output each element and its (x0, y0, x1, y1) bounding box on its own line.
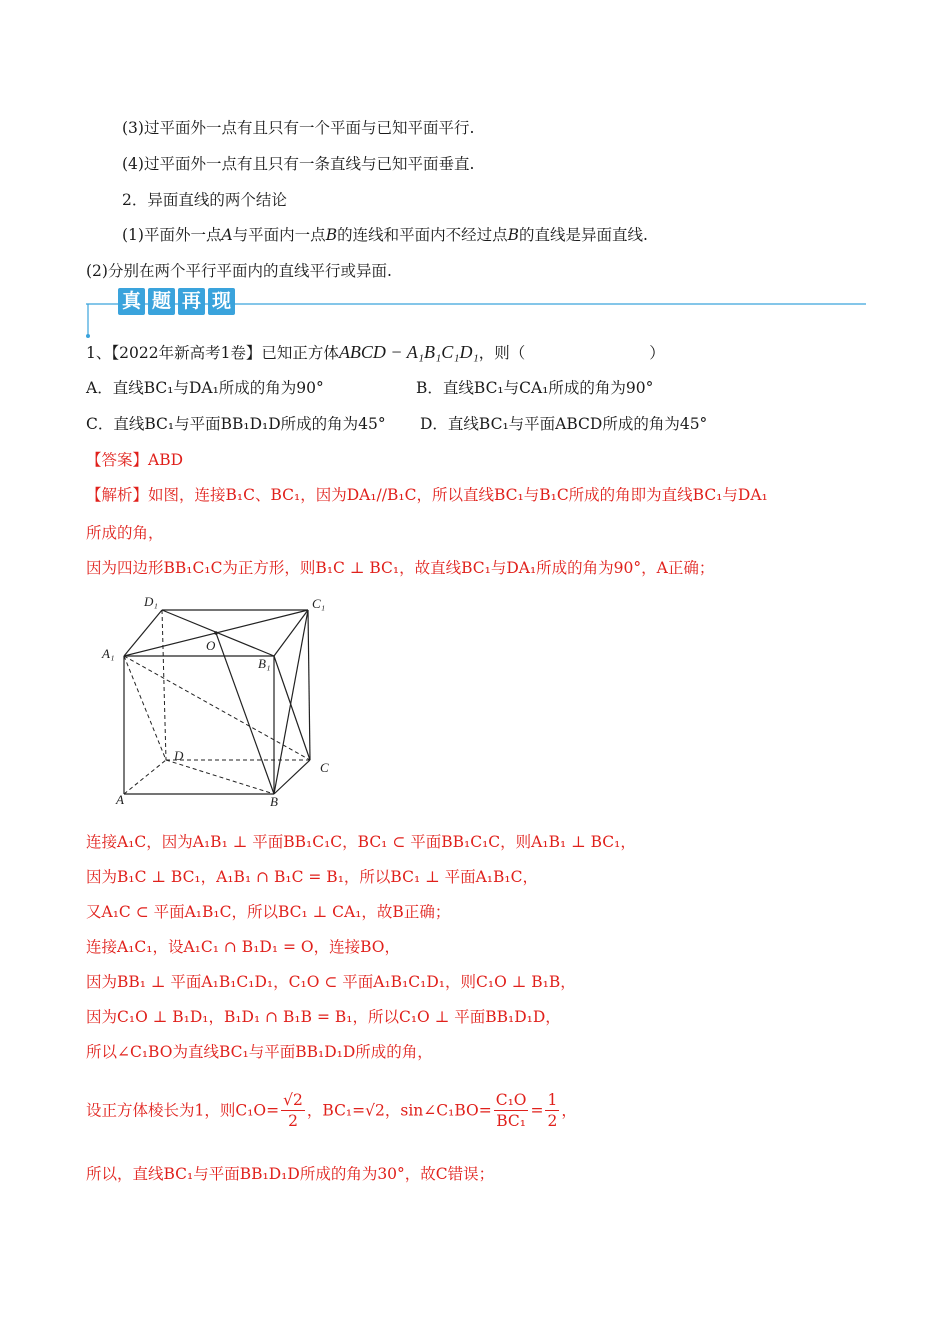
option-a: A．直线BC₁与DA₁所成的角为90° (86, 379, 324, 397)
banner-char: 现 (208, 288, 235, 315)
hidden-edge (124, 760, 166, 794)
analysis-line: 连接A₁C，因为A₁B₁ ⊥ 平面BB₁C₁C，BC₁ ⊂ 平面BB₁C₁C，则A₁B₁ ⊥ BC₁， (86, 833, 636, 851)
fraction: $\frac{\text{C₁O}}{\text{BC₁}}$ (495, 1091, 527, 1130)
analysis-line: 因为C₁O ⊥ B₁D₁，B₁D₁ ∩ B₁B = B₁，所以C₁O ⊥ 平面BB₁D₁D， (86, 1008, 561, 1026)
banner-char: 题 (148, 288, 175, 315)
edge (124, 610, 162, 656)
intro-item-4: (4)过平面外一点有且只有一条直线与已知平面垂直. (122, 155, 475, 173)
intro-conclusion-2: (2)分别在两个平行平面内的直线平行或异面. (86, 262, 392, 280)
label-d: D (174, 748, 184, 763)
analysis-line: 连接A₁C₁，设A₁C₁ ∩ B₁D₁ = O，连接BO， (86, 938, 400, 956)
hidden-a1c (124, 656, 310, 760)
fraction: $\frac{√2}{2}$ (283, 1091, 303, 1130)
label-c1: C₁ (312, 596, 326, 611)
analysis-line: 因为四边形BB₁C₁C为正方形，则B₁C ⊥ BC₁，故直线BC₁与DA₁所成的角为90°，A正确； (86, 559, 715, 577)
intro-conclusion-1: (1)平面外一点A与平面内一点B的连线和平面内不经过点B的直线是异面直线. (122, 226, 648, 244)
analysis-line: 又A₁C ⊂ 平面A₁B₁C，所以BC₁ ⊥ CA₁，故B正确； (86, 903, 451, 921)
point-o (214, 631, 218, 635)
hidden-a1d (124, 656, 166, 760)
option-b: B．直线BC₁与CA₁所成的角为90° (416, 379, 654, 397)
analysis-line: 因为B₁C ⊥ BC₁，A₁B₁ ∩ B₁C = B₁，所以BC₁ ⊥ 平面A₁B₁C， (86, 868, 538, 886)
analysis-line: 所以∠C₁BO为直线BC₁与平面BB₁D₁D所成的角， (86, 1043, 433, 1061)
analysis-line: 【解析】如图，连接B₁C、BC₁，因为DA₁//B₁C，所以直线BC₁与B₁C所成的角即为直线BC₁与DA₁ (86, 486, 768, 504)
edge (308, 610, 310, 760)
label-b: B (270, 794, 278, 809)
section-banner (86, 288, 866, 338)
analysis-line: 因为BB₁ ⊥ 平面A₁B₁C₁D₁，C₁O ⊂ 平面A₁B₁C₁D₁，则C₁O ⊥ B₁B， (86, 973, 576, 991)
hidden-db (166, 760, 274, 794)
label-o: O (206, 638, 216, 653)
label-a1: A₁ (102, 646, 115, 661)
banner-char: 真 (118, 288, 145, 315)
option-c: C．直线BC₁与平面BB₁D₁D所成的角为45° (86, 415, 386, 433)
analysis-line: 所成的角， (86, 524, 164, 542)
cube-figure (100, 590, 340, 810)
label-a: A (116, 792, 124, 807)
intro-item-3: (3)过平面外一点有且只有一个平面与已知平面平行. (122, 119, 475, 137)
analysis-line: 所以，直线BC₁与平面BB₁D₁D所成的角为30°，故C错误； (86, 1165, 495, 1183)
question-stem: 1、【2022年新高考1卷】已知正方体ABCD − A₁B₁C₁D₁，则（ ） (86, 342, 665, 362)
diagonal-d1b1 (162, 610, 274, 656)
label-d1: D₁ (144, 594, 158, 609)
label-c: C (320, 760, 329, 775)
banner-char: 再 (178, 288, 205, 315)
intro-heading-2: 2．异面直线的两个结论 (122, 191, 287, 209)
analysis-formula-line: 设正方体棱长为1，则C₁O= $\frac{√2}{2}$ ，BC₁=√2，sin∠C₁BO= $\frac{\text{C₁O}}{\text{BC₁}}$ = $\frac{1}{2}$ ， (86, 1091, 577, 1130)
hidden-edge (162, 610, 166, 760)
answer-label: 【答案】ABD (86, 451, 184, 469)
diagonal-b1c (274, 656, 310, 760)
option-d: D．直线BC₁与平面ABCD所成的角为45° (420, 415, 708, 433)
fraction: $\frac{1}{2}$ (547, 1091, 558, 1130)
label-b1: B₁ (258, 656, 271, 671)
